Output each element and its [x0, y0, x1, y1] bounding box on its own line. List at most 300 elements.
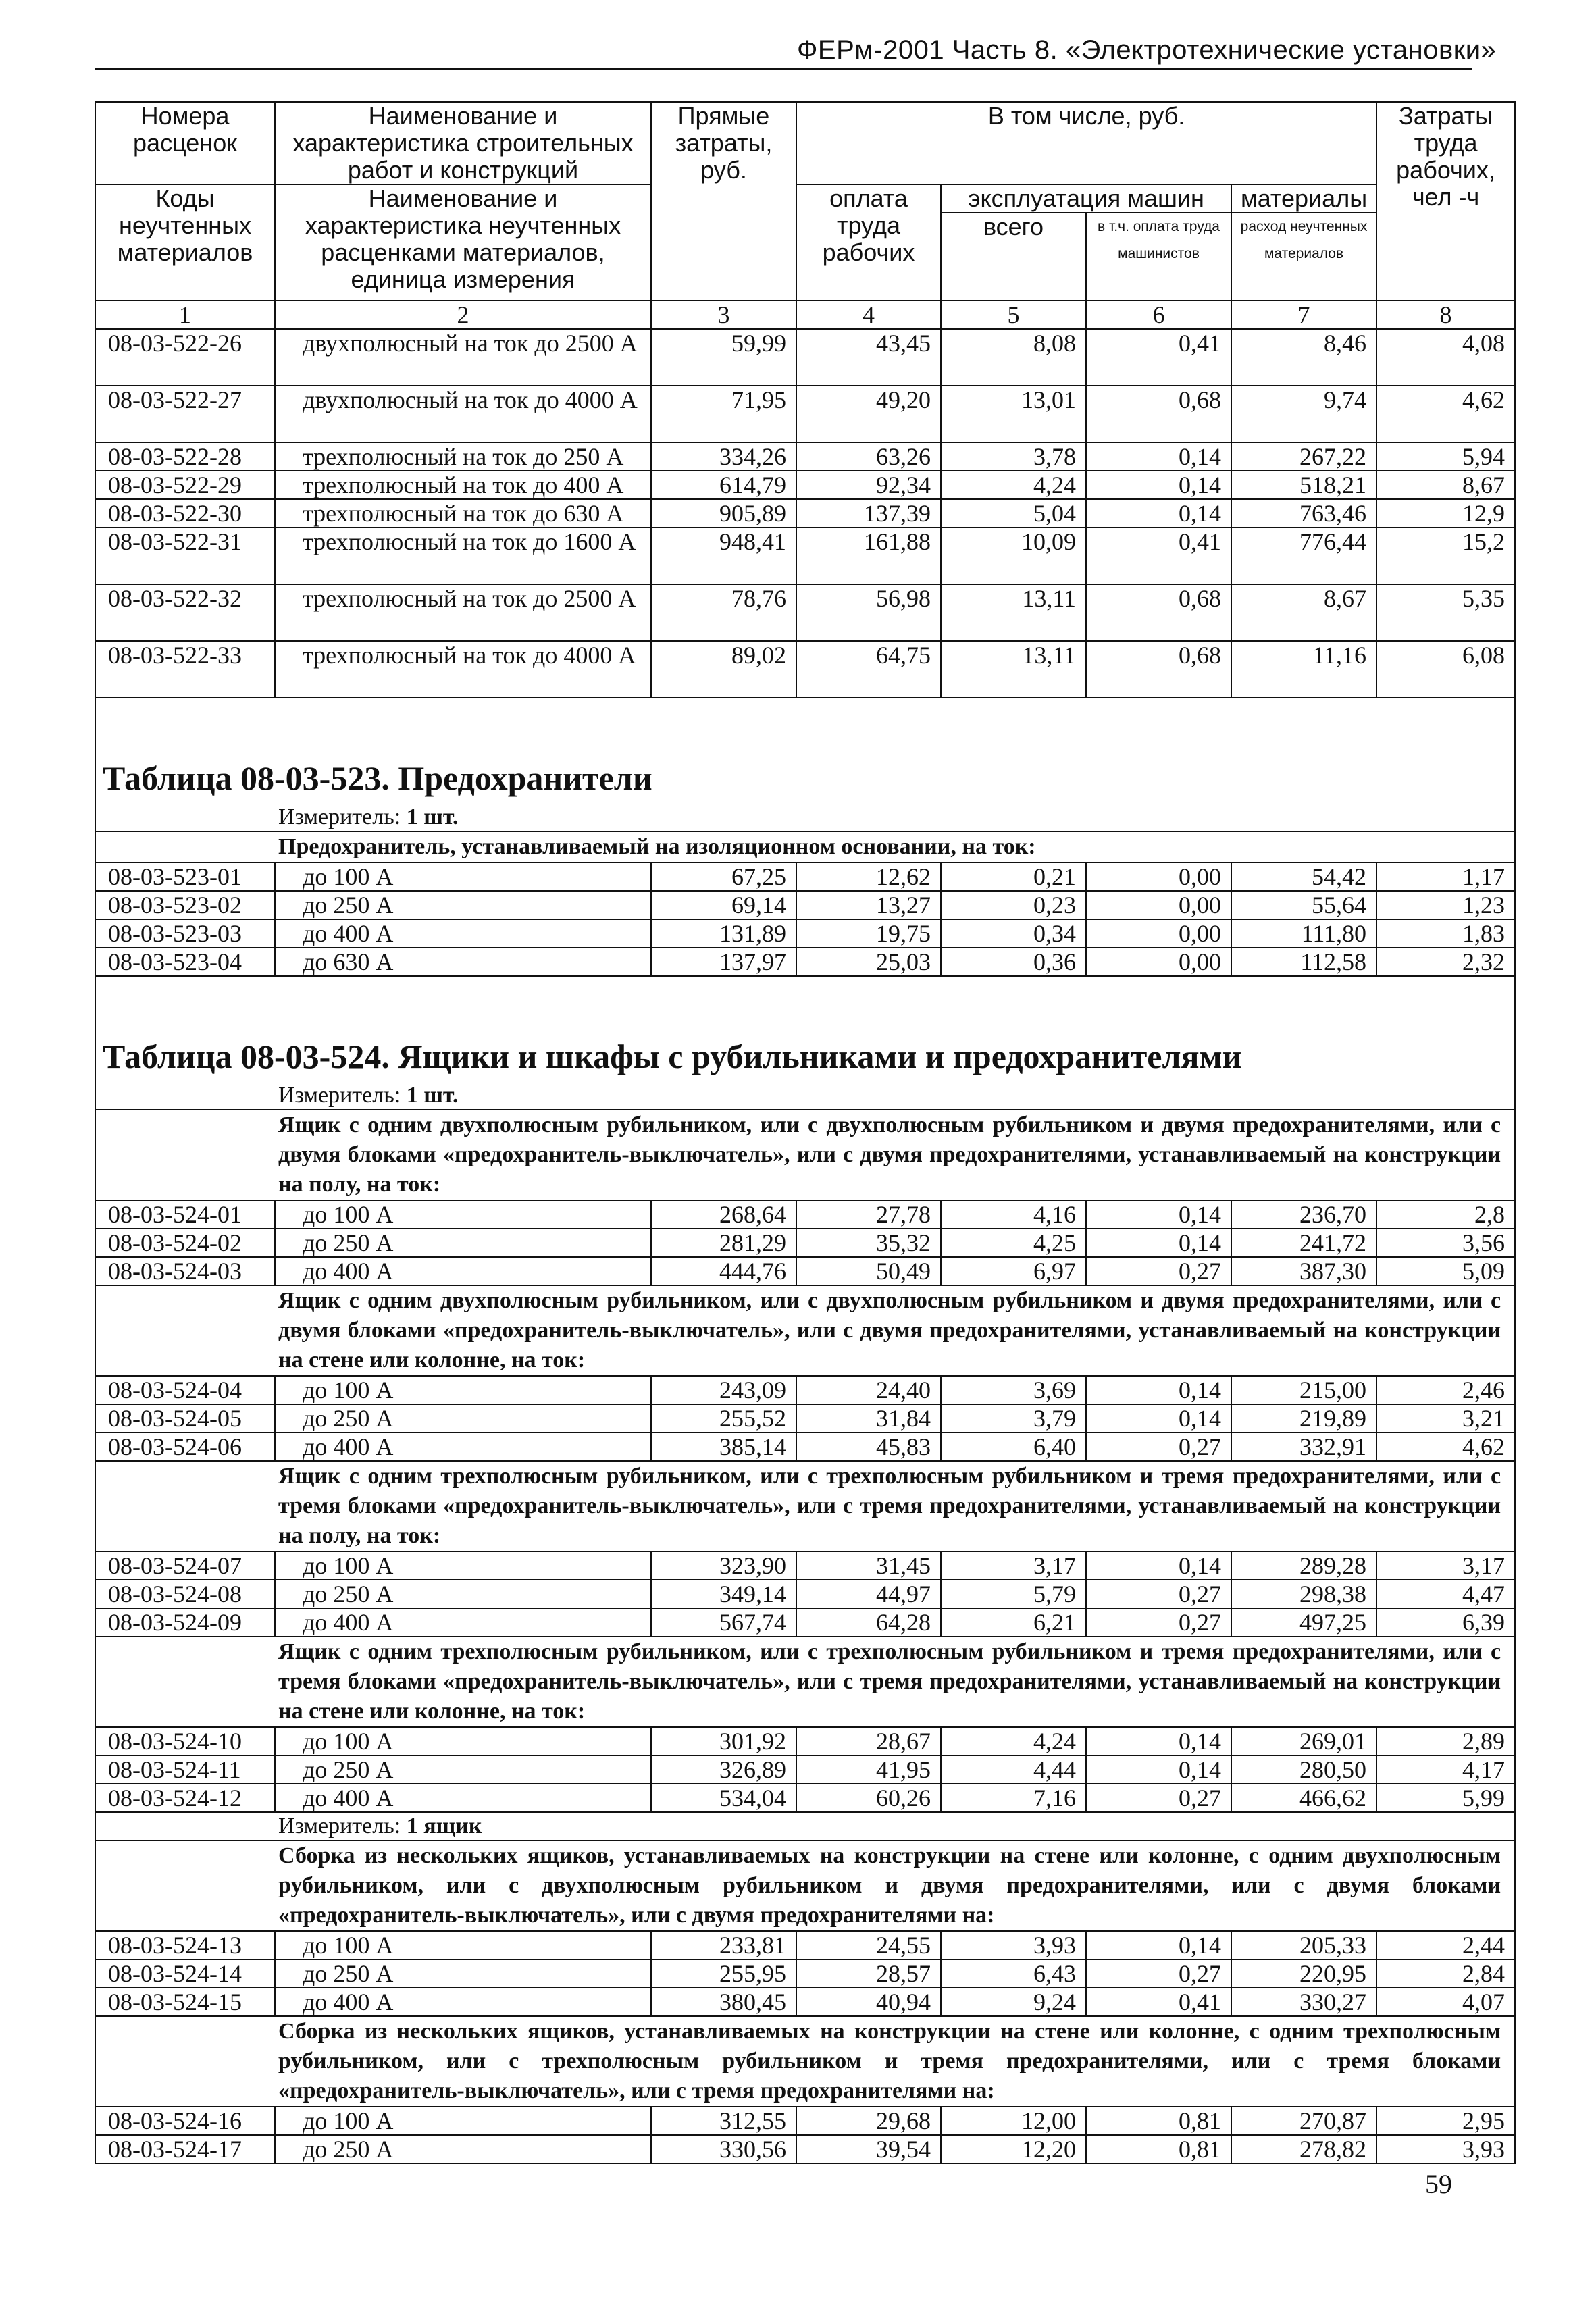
machine-cost: 0,36	[941, 948, 1086, 976]
direct-costs: 614,79	[651, 471, 796, 499]
machine-cost: 9,24	[941, 1988, 1086, 2016]
table-524-group-row	[95, 1841, 1515, 1931]
header-col1-bottom: Коды неучтенных материалов	[95, 184, 275, 301]
work-name: до 100 А	[275, 863, 651, 891]
materials-cost: 776,44	[1231, 528, 1376, 584]
direct-costs: 89,02	[651, 641, 796, 698]
rates-table	[95, 101, 1516, 2164]
page-number: 59	[1425, 2169, 1452, 2199]
work-name: до 400 А	[275, 919, 651, 948]
machine-cost: 7,16	[941, 1784, 1086, 1812]
header-group-materials: материалы	[1231, 184, 1376, 213]
direct-costs: 323,90	[651, 1551, 796, 1580]
rate-code: 08-03-523-02	[95, 891, 275, 919]
machine-cost: 5,04	[941, 499, 1086, 528]
table-row	[95, 1433, 1515, 1461]
direct-costs: 326,89	[651, 1755, 796, 1784]
operator-cost: 0,27	[1086, 1959, 1231, 1988]
work-name: до 400 А	[275, 1988, 651, 2016]
header-col2-bottom: Наименование и характеристика неучтенных расценками материалов, единица измерения	[275, 184, 651, 301]
materials-cost: 215,00	[1231, 1376, 1376, 1404]
table-row	[95, 1376, 1515, 1404]
table-row	[95, 442, 1515, 471]
work-name: до 250 А	[275, 1755, 651, 1784]
operator-cost: 0,27	[1086, 1784, 1231, 1812]
table-row	[95, 1551, 1515, 1580]
labor-hours: 6,39	[1376, 1608, 1515, 1637]
materials-cost: 280,50	[1231, 1755, 1376, 1784]
labor-cost: 45,83	[796, 1433, 941, 1461]
operator-cost: 0,14	[1086, 442, 1231, 471]
table-row	[95, 471, 1515, 499]
table-523-group-row	[95, 831, 1515, 863]
rate-code: 08-03-522-28	[95, 442, 275, 471]
materials-cost: 9,74	[1231, 386, 1376, 442]
operator-cost: 0,68	[1086, 641, 1231, 698]
labor-cost: 27,78	[796, 1200, 941, 1229]
materials-cost: 205,33	[1231, 1931, 1376, 1959]
operator-cost: 0,27	[1086, 1257, 1231, 1285]
labor-cost: 44,97	[796, 1580, 941, 1608]
rate-code: 08-03-522-27	[95, 386, 275, 442]
work-name: до 100 А	[275, 1931, 651, 1959]
labor-cost: 64,28	[796, 1608, 941, 1637]
materials-cost: 220,95	[1231, 1959, 1376, 1988]
table-524-group: Ящик с одним трехполюсным рубильником, или с трехполюсным рубильником и тремя предохранителями, или с тремя блоками «предохранитель-выключатель», или с тремя предохранителями, устанавливаемый на конструкции на полу, на ток:	[278, 1464, 1501, 1548]
materials-cost: 111,80	[1231, 919, 1376, 948]
operator-cost: 0,27	[1086, 1580, 1231, 1608]
machine-cost: 6,21	[941, 1608, 1086, 1637]
direct-costs: 567,74	[651, 1608, 796, 1637]
labor-cost: 49,20	[796, 386, 941, 442]
labor-cost: 24,40	[796, 1376, 941, 1404]
header-col1-top: Номера расценок	[95, 102, 275, 184]
table-row	[95, 386, 1515, 442]
header-row-1	[95, 102, 1515, 184]
machine-cost: 6,40	[941, 1433, 1086, 1461]
labor-hours: 4,08	[1376, 329, 1515, 386]
table-524-meter-box	[103, 1813, 1508, 1840]
work-name: трехполюсный на ток до 630 А	[275, 499, 651, 528]
table-row	[95, 1257, 1515, 1285]
machine-cost: 4,44	[941, 1755, 1086, 1784]
header-col2-top: Наименование и характеристика строительных работ и конструкций	[275, 102, 651, 184]
column-number: 4	[796, 301, 941, 329]
labor-hours: 5,09	[1376, 1257, 1515, 1285]
labor-cost: 19,75	[796, 919, 941, 948]
machine-cost: 4,24	[941, 471, 1086, 499]
column-number: 2	[275, 301, 651, 329]
operator-cost: 0,00	[1086, 919, 1231, 948]
labor-hours: 4,47	[1376, 1580, 1515, 1608]
direct-costs: 78,76	[651, 584, 796, 641]
labor-cost: 50,49	[796, 1257, 941, 1285]
document-body	[95, 101, 1514, 2164]
table-row	[95, 584, 1515, 641]
direct-costs: 233,81	[651, 1931, 796, 1959]
machine-cost: 13,01	[941, 386, 1086, 442]
labor-cost: 25,03	[796, 948, 941, 976]
spacer-row	[95, 698, 1515, 731]
work-name: до 100 А	[275, 1551, 651, 1580]
work-name: до 630 А	[275, 948, 651, 976]
machine-cost: 8,08	[941, 329, 1086, 386]
direct-costs: 301,92	[651, 1727, 796, 1755]
machine-cost: 12,20	[941, 2135, 1086, 2163]
labor-cost: 161,88	[796, 528, 941, 584]
direct-costs: 281,29	[651, 1229, 796, 1257]
column-number: 6	[1086, 301, 1231, 329]
operator-cost: 0,68	[1086, 386, 1231, 442]
rate-code: 08-03-522-31	[95, 528, 275, 584]
operator-cost: 0,14	[1086, 1755, 1231, 1784]
labor-cost: 63,26	[796, 442, 941, 471]
rate-code: 08-03-524-01	[95, 1200, 275, 1229]
operator-cost: 0,00	[1086, 948, 1231, 976]
machine-cost: 4,16	[941, 1200, 1086, 1229]
rate-code: 08-03-524-02	[95, 1229, 275, 1257]
work-name: до 250 А	[275, 1959, 651, 1988]
labor-cost: 35,32	[796, 1229, 941, 1257]
machine-cost: 4,24	[941, 1727, 1086, 1755]
table-row	[95, 1988, 1515, 2016]
operator-cost: 0,14	[1086, 471, 1231, 499]
labor-hours: 4,62	[1376, 386, 1515, 442]
machine-cost: 0,34	[941, 919, 1086, 948]
header-rule	[95, 68, 1472, 70]
table-row	[95, 1404, 1515, 1433]
machine-cost: 4,25	[941, 1229, 1086, 1257]
rate-code: 08-03-524-16	[95, 2107, 275, 2135]
table-524-group-row	[95, 1110, 1515, 1200]
operator-cost: 0,41	[1086, 528, 1231, 584]
rate-code: 08-03-524-15	[95, 1988, 275, 2016]
table-523-title: Таблица 08-03-523. Предохранители	[103, 759, 652, 797]
labor-cost: 40,94	[796, 1988, 941, 2016]
operator-cost: 0,14	[1086, 1404, 1231, 1433]
rate-code: 08-03-524-17	[95, 2135, 275, 2163]
labor-hours: 15,2	[1376, 528, 1515, 584]
direct-costs: 330,56	[651, 2135, 796, 2163]
labor-cost: 92,34	[796, 471, 941, 499]
operator-cost: 0,00	[1086, 863, 1231, 891]
meter-label: Измеритель:	[278, 804, 407, 829]
materials-cost: 112,58	[1231, 948, 1376, 976]
work-name: до 250 А	[275, 1580, 651, 1608]
rate-code: 08-03-524-04	[95, 1376, 275, 1404]
column-number: 3	[651, 301, 796, 329]
machine-cost: 3,79	[941, 1404, 1086, 1433]
table-row	[95, 1784, 1515, 1812]
table-row	[95, 1755, 1515, 1784]
table-524-title-row	[95, 1009, 1515, 1082]
work-name: до 100 А	[275, 1376, 651, 1404]
rate-code: 08-03-522-33	[95, 641, 275, 698]
header-col6: в т.ч. оплата труда машинистов	[1086, 213, 1231, 301]
table-row	[95, 499, 1515, 528]
machine-cost: 0,23	[941, 891, 1086, 919]
direct-costs: 444,76	[651, 1257, 796, 1285]
rate-code: 08-03-522-29	[95, 471, 275, 499]
materials-cost: 497,25	[1231, 1608, 1376, 1637]
rate-code: 08-03-524-13	[95, 1931, 275, 1959]
rate-code: 08-03-524-05	[95, 1404, 275, 1433]
direct-costs: 59,99	[651, 329, 796, 386]
table-524-group-row	[95, 1461, 1515, 1551]
materials-cost: 219,89	[1231, 1404, 1376, 1433]
operator-cost: 0,41	[1086, 329, 1231, 386]
table-524-meter-box-row	[95, 1812, 1515, 1841]
table-row	[95, 2107, 1515, 2135]
work-name: до 250 А	[275, 1229, 651, 1257]
materials-cost: 267,22	[1231, 442, 1376, 471]
labor-cost: 29,68	[796, 2107, 941, 2135]
labor-hours: 3,21	[1376, 1404, 1515, 1433]
rate-code: 08-03-524-09	[95, 1608, 275, 1637]
labor-cost: 28,57	[796, 1959, 941, 1988]
direct-costs: 243,09	[651, 1376, 796, 1404]
direct-costs: 268,64	[651, 1200, 796, 1229]
machine-cost: 5,79	[941, 1580, 1086, 1608]
labor-cost: 13,27	[796, 891, 941, 919]
table-row	[95, 891, 1515, 919]
table-row	[95, 641, 1515, 698]
direct-costs: 255,95	[651, 1959, 796, 1988]
materials-cost: 236,70	[1231, 1200, 1376, 1229]
header-col5: всего	[941, 213, 1086, 301]
table-524-group: Сборка из нескольких ящиков, устанавливаемых на конструкции на стене или колонне, с одним трехполюсным рубильником, или с трехполюсным рубильником и тремя предохранителями, или с тремя блоками «предохранитель-выключатель», или с тремя предохранителями на:	[278, 2019, 1501, 2103]
rate-code: 08-03-523-03	[95, 919, 275, 948]
labor-hours: 3,56	[1376, 1229, 1515, 1257]
work-name: до 400 А	[275, 1257, 651, 1285]
labor-cost: 31,84	[796, 1404, 941, 1433]
labor-hours: 3,17	[1376, 1551, 1515, 1580]
rate-code: 08-03-524-06	[95, 1433, 275, 1461]
meter-value: 1 шт.	[406, 1083, 459, 1108]
labor-cost: 60,26	[796, 1784, 941, 1812]
rate-code: 08-03-523-01	[95, 863, 275, 891]
column-number: 8	[1376, 301, 1515, 329]
rate-code: 08-03-522-30	[95, 499, 275, 528]
rate-code: 08-03-524-03	[95, 1257, 275, 1285]
rate-code: 08-03-524-10	[95, 1727, 275, 1755]
operator-cost: 0,81	[1086, 2107, 1231, 2135]
table-row	[95, 2135, 1515, 2163]
work-name: до 400 А	[275, 1784, 651, 1812]
materials-cost: 289,28	[1231, 1551, 1376, 1580]
table-524-group-row	[95, 2016, 1515, 2107]
meter-label: Измеритель:	[278, 1814, 407, 1839]
labor-cost: 28,67	[796, 1727, 941, 1755]
table-row	[95, 948, 1515, 976]
header-group-including: В том числе, руб.	[796, 102, 1376, 184]
work-name: до 100 А	[275, 1727, 651, 1755]
labor-hours: 5,99	[1376, 1784, 1515, 1812]
labor-hours: 4,07	[1376, 1988, 1515, 2016]
direct-costs: 380,45	[651, 1988, 796, 2016]
materials-cost: 269,01	[1231, 1727, 1376, 1755]
meter-value: 1 шт.	[406, 804, 459, 829]
machine-cost: 3,93	[941, 1931, 1086, 1959]
table-row	[95, 1959, 1515, 1988]
materials-cost: 330,27	[1231, 1988, 1376, 2016]
header-col4: оплата труда рабочих	[796, 184, 941, 301]
rate-code: 08-03-524-14	[95, 1959, 275, 1988]
table-524-group: Ящик с одним двухполюсным рубильником, или с двухполюсным рубильником и двумя предохранителями, или с двумя блоками «предохранитель-выключатель», или с двумя предохранителями, устанавливаемый на конструкции на стене или колонне, на ток:	[278, 1288, 1501, 1372]
materials-cost: 298,38	[1231, 1580, 1376, 1608]
labor-cost: 31,45	[796, 1551, 941, 1580]
table-524-meter	[103, 1082, 1508, 1109]
operator-cost: 0,27	[1086, 1608, 1231, 1637]
operator-cost: 0,14	[1086, 1229, 1231, 1257]
operator-cost: 0,41	[1086, 1988, 1231, 2016]
labor-hours: 1,17	[1376, 863, 1515, 891]
work-name: трехполюсный на ток до 250 А	[275, 442, 651, 471]
labor-cost: 137,39	[796, 499, 941, 528]
table-524-group-row	[95, 1637, 1515, 1727]
work-name: до 250 А	[275, 2135, 651, 2163]
table-row	[95, 1580, 1515, 1608]
table-523-title-row	[95, 731, 1515, 804]
table-523-meter	[103, 804, 1508, 831]
table-row	[95, 1200, 1515, 1229]
labor-cost: 24,55	[796, 1931, 941, 1959]
work-name: трехполюсный на ток до 400 А	[275, 471, 651, 499]
rate-code: 08-03-523-04	[95, 948, 275, 976]
direct-costs: 334,26	[651, 442, 796, 471]
machine-cost: 13,11	[941, 584, 1086, 641]
machine-cost: 0,21	[941, 863, 1086, 891]
labor-hours: 2,95	[1376, 2107, 1515, 2135]
header-row-2	[95, 184, 1515, 213]
work-name: до 400 А	[275, 1433, 651, 1461]
table-524-title: Таблица 08-03-524. Ящики и шкафы с рубильниками и предохранителями	[103, 1037, 1242, 1075]
labor-hours: 5,94	[1376, 442, 1515, 471]
machine-cost: 6,97	[941, 1257, 1086, 1285]
materials-cost: 54,42	[1231, 863, 1376, 891]
work-name: до 100 А	[275, 2107, 651, 2135]
rate-code: 08-03-524-11	[95, 1755, 275, 1784]
materials-cost: 8,67	[1231, 584, 1376, 641]
machine-cost: 12,00	[941, 2107, 1086, 2135]
meter-value: 1 ящик	[406, 1814, 482, 1839]
work-name: до 400 А	[275, 1608, 651, 1637]
direct-costs: 349,14	[651, 1580, 796, 1608]
work-name: двухполюсный на ток до 2500 А	[275, 329, 651, 386]
labor-cost: 41,95	[796, 1755, 941, 1784]
operator-cost: 0,27	[1086, 1433, 1231, 1461]
labor-hours: 12,9	[1376, 499, 1515, 528]
machine-cost: 3,69	[941, 1376, 1086, 1404]
table-row	[95, 528, 1515, 584]
machine-cost: 3,17	[941, 1551, 1086, 1580]
spacer-row	[95, 976, 1515, 1009]
labor-cost: 39,54	[796, 2135, 941, 2163]
labor-cost: 64,75	[796, 641, 941, 698]
page-header: ФЕРм-2001 Часть 8. «Электротехнические установки»	[797, 35, 1497, 65]
labor-hours: 2,32	[1376, 948, 1515, 976]
work-name: до 250 А	[275, 1404, 651, 1433]
column-number: 7	[1231, 301, 1376, 329]
machine-cost: 6,43	[941, 1959, 1086, 1988]
direct-costs: 905,89	[651, 499, 796, 528]
work-name: до 100 А	[275, 1200, 651, 1229]
materials-cost: 387,30	[1231, 1257, 1376, 1285]
labor-hours: 8,67	[1376, 471, 1515, 499]
rate-code: 08-03-524-08	[95, 1580, 275, 1608]
header-col8: Затраты труда рабочих, чел -ч	[1376, 102, 1515, 301]
column-number: 5	[941, 301, 1086, 329]
labor-hours: 3,93	[1376, 2135, 1515, 2163]
work-name: трехполюсный на ток до 1600 А	[275, 528, 651, 584]
operator-cost: 0,81	[1086, 2135, 1231, 2163]
labor-hours: 2,89	[1376, 1727, 1515, 1755]
header-col7: расход неучтенных материалов	[1231, 213, 1376, 301]
labor-hours: 4,17	[1376, 1755, 1515, 1784]
rate-code: 08-03-522-32	[95, 584, 275, 641]
direct-costs: 312,55	[651, 2107, 796, 2135]
machine-cost: 10,09	[941, 528, 1086, 584]
materials-cost: 8,46	[1231, 329, 1376, 386]
table-523-group: Предохранитель, устанавливаемый на изоляционном основании, на ток:	[278, 834, 1036, 859]
table-524-group: Ящик с одним трехполюсным рубильником, или с трехполюсным рубильником и тремя предохранителями, или с тремя блоками «предохранитель-выключатель», или с тремя предохранителями, устанавливаемый на конструкции на стене или колонне, на ток:	[278, 1639, 1501, 1724]
direct-costs: 948,41	[651, 528, 796, 584]
rate-code: 08-03-524-12	[95, 1784, 275, 1812]
labor-cost: 43,45	[796, 329, 941, 386]
spacer	[96, 698, 1514, 731]
column-numbers-row	[95, 301, 1515, 329]
materials-cost: 55,64	[1231, 891, 1376, 919]
labor-hours: 4,62	[1376, 1433, 1515, 1461]
table-524-group-row	[95, 1285, 1515, 1376]
labor-hours: 2,44	[1376, 1931, 1515, 1959]
operator-cost: 0,14	[1086, 1200, 1231, 1229]
direct-costs: 137,97	[651, 948, 796, 976]
table-row	[95, 863, 1515, 891]
rate-code: 08-03-522-26	[95, 329, 275, 386]
work-name: до 250 А	[275, 891, 651, 919]
labor-hours: 2,8	[1376, 1200, 1515, 1229]
materials-cost: 11,16	[1231, 641, 1376, 698]
spacer	[96, 977, 1514, 1009]
labor-hours: 1,83	[1376, 919, 1515, 948]
labor-hours: 5,35	[1376, 584, 1515, 641]
machine-cost: 13,11	[941, 641, 1086, 698]
direct-costs: 71,95	[651, 386, 796, 442]
materials-cost: 518,21	[1231, 471, 1376, 499]
labor-cost: 56,98	[796, 584, 941, 641]
operator-cost: 0,14	[1086, 1376, 1231, 1404]
labor-cost: 12,62	[796, 863, 941, 891]
materials-cost: 270,87	[1231, 2107, 1376, 2135]
table-524-meter-row	[95, 1082, 1515, 1110]
header-col3: Прямые затраты, руб.	[651, 102, 796, 301]
meter-label: Измеритель:	[278, 1083, 407, 1108]
direct-costs: 385,14	[651, 1433, 796, 1461]
direct-costs: 69,14	[651, 891, 796, 919]
table-524-group: Сборка из нескольких ящиков, устанавливаемых на конструкции на стене или колонне, с одним двухполюсным рубильником, или с двухполюсным рубильником и двумя предохранителями, или с двумя блоками «предохранитель-выключатель», или с двумя предохранителями на:	[278, 1843, 1501, 1928]
operator-cost: 0,14	[1086, 1551, 1231, 1580]
materials-cost: 278,82	[1231, 2135, 1376, 2163]
materials-cost: 763,46	[1231, 499, 1376, 528]
table-row	[95, 1727, 1515, 1755]
column-number: 1	[95, 301, 275, 329]
work-name: трехполюсный на ток до 2500 А	[275, 584, 651, 641]
table-523-meter-row	[95, 804, 1515, 831]
operator-cost: 0,14	[1086, 499, 1231, 528]
direct-costs: 131,89	[651, 919, 796, 948]
machine-cost: 3,78	[941, 442, 1086, 471]
